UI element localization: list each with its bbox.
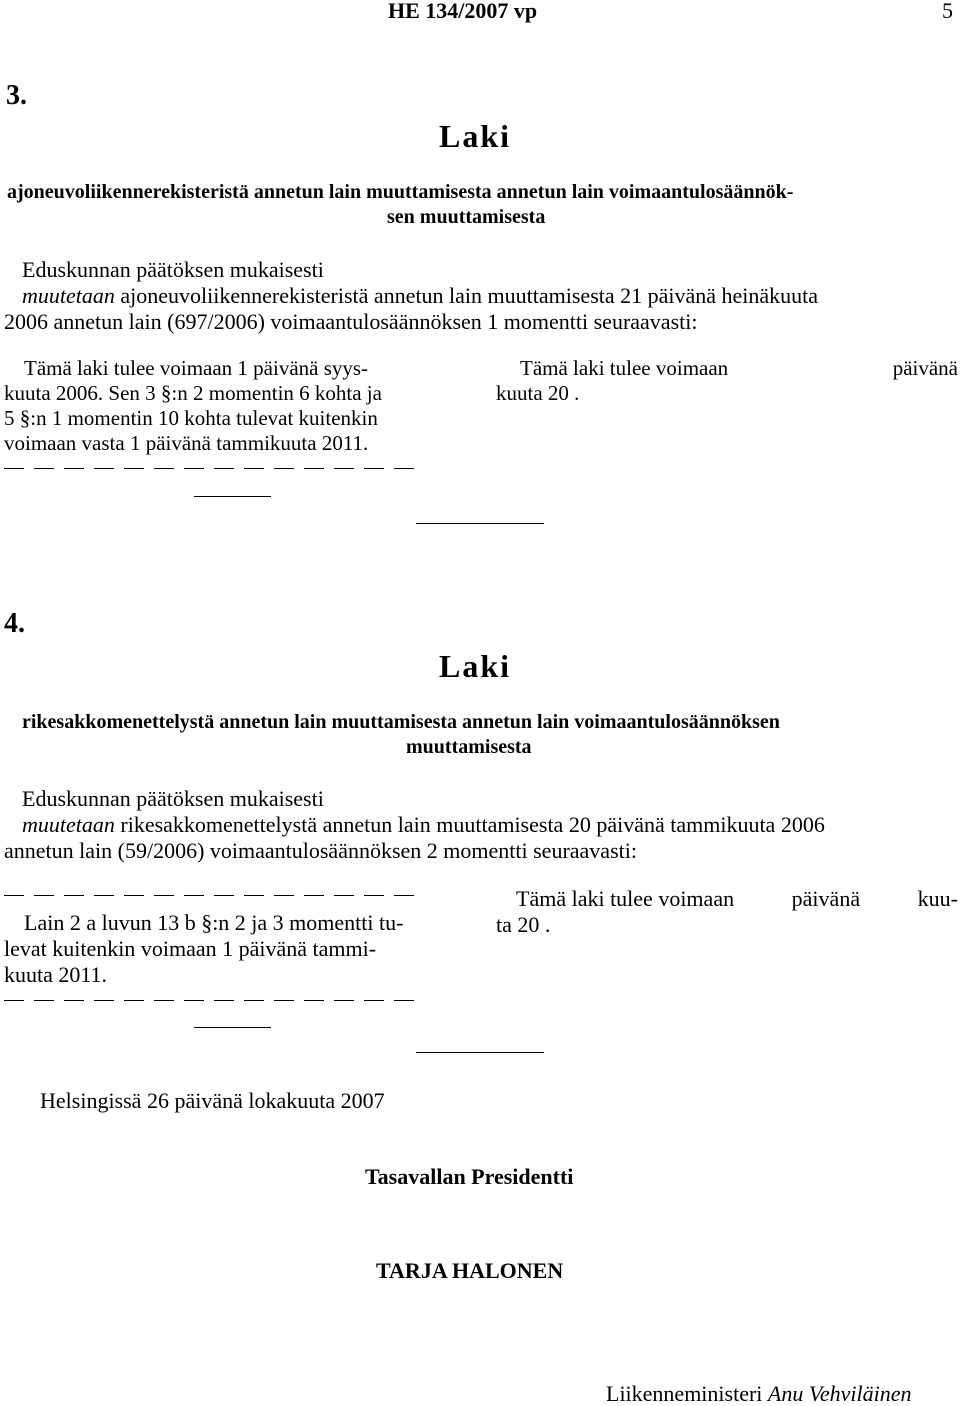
- section-number: 4.: [4, 608, 25, 639]
- provision-line-text: päivänä: [892, 356, 958, 380]
- omission-dashes: [4, 895, 414, 897]
- separator-line: [194, 1027, 271, 1028]
- section-subtitle-line1: rikesakkomenettelystä annetun lain muuttamisesta annetun lain voimaantulosäännöksen: [22, 711, 780, 733]
- enactment-clause-line1: [22, 283, 818, 309]
- separator-line: [416, 1052, 544, 1053]
- separator-line: [194, 496, 271, 497]
- provision-line: kuuta 20 .: [496, 381, 580, 405]
- provision-line-text: Lain 2 a luvun 13 b §:n 2 ja 3 momentti tu-: [24, 910, 404, 935]
- enactment-clause-line2: annetun lain (59/2006) voimaantulosäännöksen 2 momentti seuraavasti:: [4, 838, 637, 863]
- provision-line: 5 §:n 1 momentin 10 kohta tulevat kuitenkin: [4, 406, 378, 430]
- section-number: 3.: [6, 80, 27, 111]
- section-title: Laki: [439, 648, 512, 684]
- minister-name: Anu Vehviläinen: [767, 1381, 912, 1406]
- provision-line: [4, 910, 464, 936]
- provision-line: kuuta 2011.: [4, 962, 108, 987]
- right-column-provision: [496, 886, 958, 938]
- minister-signature: [606, 1382, 911, 1406]
- president-title: Tasavallan Presidentti: [365, 1164, 574, 1189]
- enactment-clause-line2: 2006 annetun lain (697/2006) voimaantulosäännöksen 1 momentti seuraavasti:: [4, 309, 698, 334]
- provision-line: levat kuitenkin voimaan 1 päivänä tammi-: [4, 936, 377, 961]
- enactment-verb: muutetaan: [22, 283, 115, 308]
- omission-dashes: [4, 468, 414, 470]
- document-reference: HE 134/2007 vp: [388, 0, 538, 23]
- section-subtitle-line2: sen muuttamisesta: [387, 206, 546, 228]
- provision-line: [496, 886, 958, 912]
- minister-title: Liikenneministeri: [606, 1381, 768, 1406]
- enactment-verb: muutetaan: [22, 812, 115, 837]
- provision-line: [4, 356, 464, 381]
- enactment-clause-text: ajoneuvoliikennerekisteristä annetun lain muuttamisesta 21 päivänä heinäkuuta: [114, 283, 819, 308]
- provision-line-text: päivänä: [791, 886, 861, 911]
- left-column-provision: [4, 910, 464, 988]
- section-subtitle-line1: ajoneuvoliikennerekisteristä annetun lain muuttamisesta annetun lain voimaantulosäännök-: [7, 181, 794, 203]
- omission-dashes: [4, 1000, 414, 1002]
- provision-line-text: kuu-: [917, 886, 958, 911]
- enactment-clause-line1: [22, 812, 825, 838]
- enactment-intro: Eduskunnan päätöksen mukaisesti: [22, 786, 324, 811]
- enactment-intro: Eduskunnan päätöksen mukaisesti: [22, 257, 324, 282]
- section-title: Laki: [439, 118, 512, 154]
- section-subtitle-line2: muuttamisesta: [406, 736, 532, 758]
- provision-line-text: Tämä laki tulee voimaan: [516, 886, 735, 911]
- president-name: TARJA HALONEN: [376, 1258, 564, 1283]
- provision-line-text: Tämä laki tulee voimaan 1 päivänä syys-: [24, 356, 369, 380]
- provision-line-text: Tämä laki tulee voimaan: [520, 356, 729, 380]
- provision-line: voimaan vasta 1 päivänä tammikuuta 2011.: [4, 431, 369, 455]
- left-column-provision: [4, 356, 464, 456]
- provision-line: [496, 356, 958, 381]
- place-and-date: Helsingissä 26 päivänä lokakuuta 2007: [40, 1088, 385, 1113]
- provision-line: kuuta 2006. Sen 3 §:n 2 momentin 6 kohta ja: [4, 381, 382, 405]
- provision-line: ta 20 .: [496, 912, 551, 937]
- enactment-clause-text: rikesakkomenettelystä annetun lain muuttamisesta 20 päivänä tammikuuta 2006: [114, 812, 825, 837]
- separator-line: [416, 523, 544, 524]
- right-column-provision: [496, 356, 958, 406]
- page-number: 5: [942, 0, 953, 23]
